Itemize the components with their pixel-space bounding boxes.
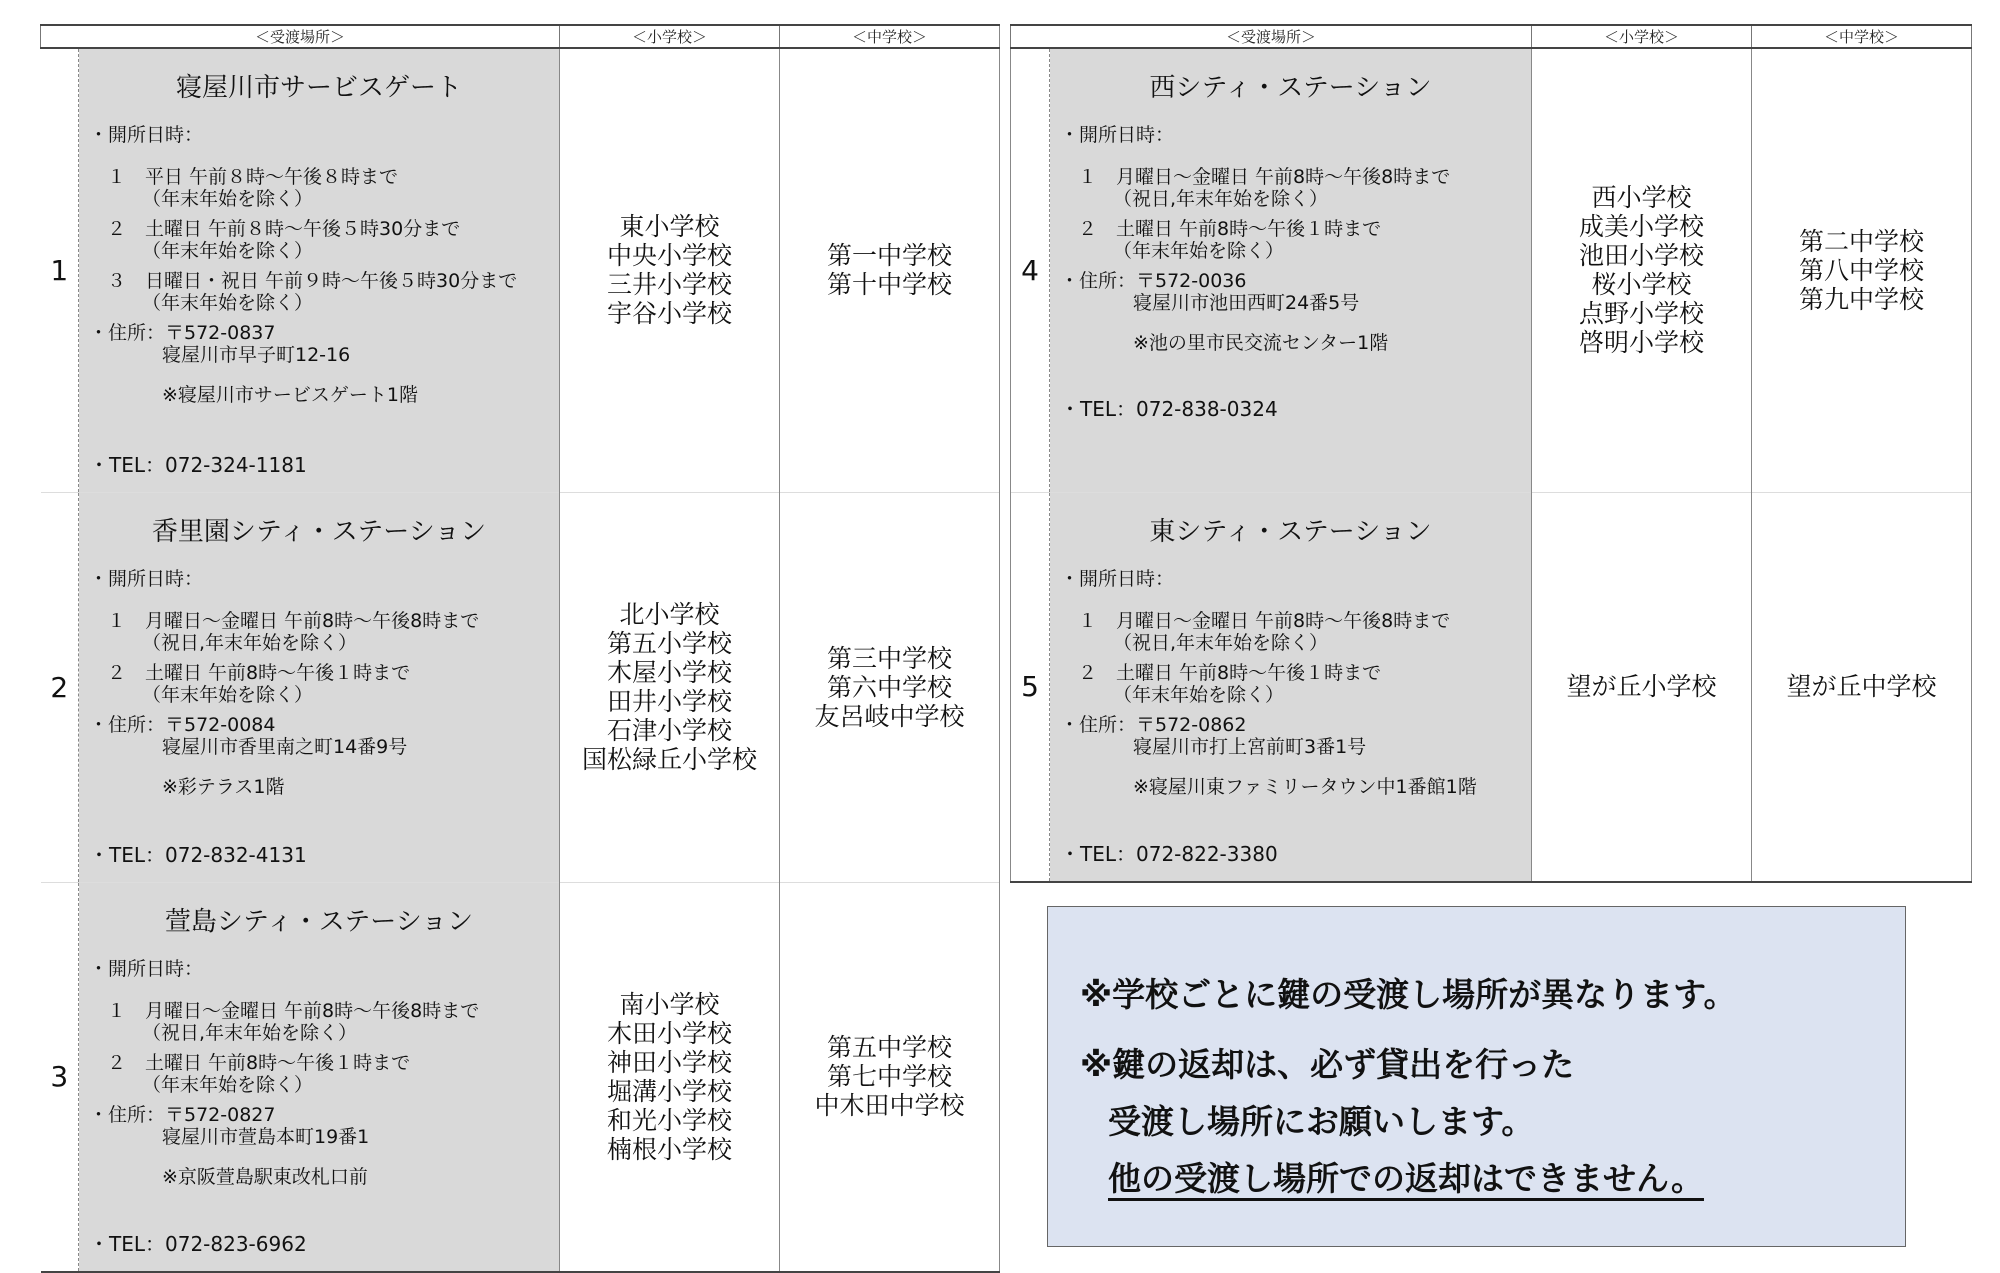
address-line: 寝屋川市早子町12-16 xyxy=(162,344,351,366)
school-name: 田井小学校 xyxy=(607,687,733,716)
hours-line: ２ 土曜日 午前8時～午後１時まで xyxy=(107,661,411,684)
hours-item xyxy=(1060,610,1531,654)
hours-item xyxy=(1060,218,1531,262)
elementary-schools xyxy=(560,492,780,882)
address-label: ・住所：〒572-0084 xyxy=(89,713,276,736)
hours-item xyxy=(89,610,559,654)
school-name: 中木田中学校 xyxy=(814,1091,965,1121)
place-note: ※寝屋川市サービスゲート1階 xyxy=(162,384,419,406)
place-note: ※京阪萱島駅東改札口前 xyxy=(162,1165,368,1188)
address-line: 寝屋川市萱島本町19番1 xyxy=(162,1125,370,1148)
hours-item xyxy=(89,166,559,210)
table-row xyxy=(41,882,1000,1272)
place-cell xyxy=(1050,492,1532,882)
header-junior: ＜中学校＞ xyxy=(1752,25,1972,48)
notice-line: 他の受渡し場所での返却はできません。 xyxy=(1108,1159,1704,1198)
hours-item xyxy=(89,662,559,706)
table-row xyxy=(41,492,1000,882)
junior-schools xyxy=(1752,48,1972,492)
hours-sub: （祝日,年末年始を除く） xyxy=(142,1021,358,1044)
school-name: 北小学校 xyxy=(619,600,720,629)
school-name: 中央小学校 xyxy=(607,241,733,271)
place-name: 西シティ・ステーション xyxy=(1149,73,1432,103)
school-name: 第一中学校 xyxy=(827,241,953,271)
header-elementary: ＜小学校＞ xyxy=(560,25,780,48)
place-note: ※彩テラス1階 xyxy=(162,775,285,798)
hours-line: １ 月曜日～金曜日 午前8時～午後8時まで xyxy=(107,609,480,632)
address-line: 寝屋川市池田西町24番5号 xyxy=(1133,292,1360,314)
left-table xyxy=(40,24,1000,1273)
school-name: 点野小学校 xyxy=(1579,299,1705,329)
hours-sub: （祝日,年末年始を除く） xyxy=(1113,631,1329,654)
school-name: 啓明小学校 xyxy=(1579,328,1705,358)
row-number: 5 xyxy=(1011,492,1050,882)
place-name: 萱島シティ・ステーション xyxy=(164,906,474,937)
school-name: 国松緑丘小学校 xyxy=(582,745,758,774)
hours-label: ・開所日時： xyxy=(89,124,204,146)
elementary-schools xyxy=(560,48,780,492)
address xyxy=(89,1104,559,1148)
school-name: 第八中学校 xyxy=(1799,255,1925,285)
hours-line: １ 月曜日～金曜日 午前8時～午後8時まで xyxy=(1078,166,1451,188)
header-elementary: ＜小学校＞ xyxy=(1532,25,1752,48)
elementary-schools xyxy=(1532,48,1752,492)
hours-line: １ 月曜日～金曜日 午前8時～午後8時まで xyxy=(107,999,480,1022)
school-name: 西小学校 xyxy=(1591,183,1692,213)
hours-sub: （年末年始を除く） xyxy=(142,683,314,706)
address-label: ・住所：〒572-0862 xyxy=(1060,713,1247,736)
table-row xyxy=(1011,48,1972,492)
hours-line: ３ 日曜日・祝日 午前９時～午後５時30分まで xyxy=(107,270,518,292)
hours-item xyxy=(1060,662,1531,706)
address xyxy=(89,322,559,366)
row-number: 3 xyxy=(41,882,79,1272)
row-number: 2 xyxy=(41,492,79,882)
school-name: 木田小学校 xyxy=(607,1018,733,1048)
school-name: 石津小学校 xyxy=(607,716,733,745)
hours-item xyxy=(89,218,559,262)
hours-item xyxy=(89,1000,559,1044)
hours-sub: （年末年始を除く） xyxy=(142,188,314,210)
hours-label: ・開所日時： xyxy=(1060,567,1175,590)
hours-line: １ 平日 午前８時～午後８時まで xyxy=(107,166,399,188)
place-cell xyxy=(79,492,560,882)
address xyxy=(1060,714,1531,758)
tel: ・TEL：072-324-1181 xyxy=(89,452,307,477)
hours-line: １ 月曜日～金曜日 午前8時～午後8時まで xyxy=(1078,609,1451,632)
place-name: 寝屋川市サービスゲート xyxy=(176,73,463,103)
notice-line: ※鍵の返却は、必ず貸出を行った xyxy=(1080,1045,1575,1084)
row-number: 1 xyxy=(41,48,79,492)
school-name: 望が丘中学校 xyxy=(1786,672,1937,702)
address xyxy=(89,714,559,758)
hours-sub: （年末年始を除く） xyxy=(142,1073,314,1096)
hours-sub: （年末年始を除く） xyxy=(142,292,314,314)
school-name: 東小学校 xyxy=(619,212,720,242)
school-name: 第五中学校 xyxy=(827,1033,953,1063)
school-name: 三井小学校 xyxy=(607,270,733,300)
hours-item xyxy=(89,1052,559,1096)
place-name: 東シティ・ステーション xyxy=(1149,516,1432,547)
tel: ・TEL：072-838-0324 xyxy=(1060,396,1278,421)
school-name: 堀溝小学校 xyxy=(607,1076,733,1106)
notice-box xyxy=(1047,906,1906,1247)
address-label: ・住所：〒572-0827 xyxy=(89,1103,276,1126)
hours-item xyxy=(1060,166,1531,210)
place-name: 香里園シティ・ステーション xyxy=(151,516,487,547)
school-name: 楠根小学校 xyxy=(607,1134,733,1164)
school-name: 第十中学校 xyxy=(827,270,953,300)
address-line: 寝屋川市打上宮前町3番1号 xyxy=(1133,735,1367,758)
hours-sub: （年末年始を除く） xyxy=(142,240,314,262)
school-name: 第二中学校 xyxy=(1799,226,1925,256)
school-name: 和光小学校 xyxy=(607,1105,733,1135)
place-cell xyxy=(1050,48,1532,492)
tel: ・TEL：072-823-6962 xyxy=(89,1232,307,1256)
school-name: 第六中学校 xyxy=(827,672,953,702)
header-place: ＜受渡場所＞ xyxy=(41,25,560,48)
school-name: 宇谷小学校 xyxy=(607,299,733,329)
school-name: 第五小学校 xyxy=(607,629,733,658)
hours-label: ・開所日時： xyxy=(89,567,204,590)
address-line: 寝屋川市香里南之町14番9号 xyxy=(162,735,408,758)
school-name: 池田小学校 xyxy=(1579,241,1705,271)
tel: ・TEL：072-822-3380 xyxy=(1060,842,1278,866)
hours-item xyxy=(89,270,559,314)
address xyxy=(1060,270,1531,314)
place-cell xyxy=(79,48,560,492)
right-table xyxy=(1010,24,1972,883)
hours-sub: （年末年始を除く） xyxy=(1113,240,1285,262)
school-name: 第七中学校 xyxy=(827,1062,953,1092)
notice-line: ※学校ごとに鍵の受渡し場所が異なります。 xyxy=(1080,975,1737,1014)
school-name: 成美小学校 xyxy=(1579,212,1705,242)
school-name: 南小学校 xyxy=(619,989,720,1019)
hours-label: ・開所日時： xyxy=(1060,124,1175,146)
school-name: 神田小学校 xyxy=(607,1047,733,1077)
address-label: ・住所：〒572-0837 xyxy=(89,322,276,344)
hours-sub: （祝日,年末年始を除く） xyxy=(1113,188,1329,210)
school-name: 桜小学校 xyxy=(1591,270,1692,300)
tel: ・TEL：072-832-4131 xyxy=(89,842,307,867)
row-number: 4 xyxy=(1011,48,1050,492)
hours-line: ２ 土曜日 午前8時～午後１時まで xyxy=(107,1051,411,1074)
header-junior: ＜中学校＞ xyxy=(780,25,1000,48)
hours-label: ・開所日時： xyxy=(89,957,204,980)
place-cell xyxy=(79,882,560,1272)
elementary-schools xyxy=(560,882,780,1272)
hours-sub: （年末年始を除く） xyxy=(1113,683,1285,706)
header-place: ＜受渡場所＞ xyxy=(1011,25,1532,48)
school-name: 第九中学校 xyxy=(1799,284,1925,314)
place-note: ※寝屋川東ファミリータウン中1番館1階 xyxy=(1133,775,1477,798)
school-name: 友呂岐中学校 xyxy=(814,701,965,731)
address-label: ・住所：〒572-0036 xyxy=(1060,270,1247,292)
notice-line: 受渡し場所にお願いします。 xyxy=(1108,1102,1535,1141)
school-name: 望が丘小学校 xyxy=(1566,672,1717,702)
junior-schools xyxy=(1752,492,1972,882)
hours-line: ２ 土曜日 午前8時～午後１時まで xyxy=(1078,218,1382,240)
junior-schools xyxy=(780,48,1000,492)
junior-schools xyxy=(780,882,1000,1272)
table-row xyxy=(41,48,1000,492)
hours-line: ２ 土曜日 午前8時～午後１時まで xyxy=(1078,661,1382,684)
junior-schools xyxy=(780,492,1000,882)
hours-sub: （祝日,年末年始を除く） xyxy=(142,631,358,654)
school-name: 木屋小学校 xyxy=(607,658,733,687)
school-name: 第三中学校 xyxy=(827,643,953,673)
elementary-schools xyxy=(1532,492,1752,882)
place-note: ※池の里市民交流センター1階 xyxy=(1133,332,1389,354)
table-row xyxy=(1011,492,1972,882)
hours-line: ２ 土曜日 午前８時～午後５時30分まで xyxy=(107,218,461,240)
